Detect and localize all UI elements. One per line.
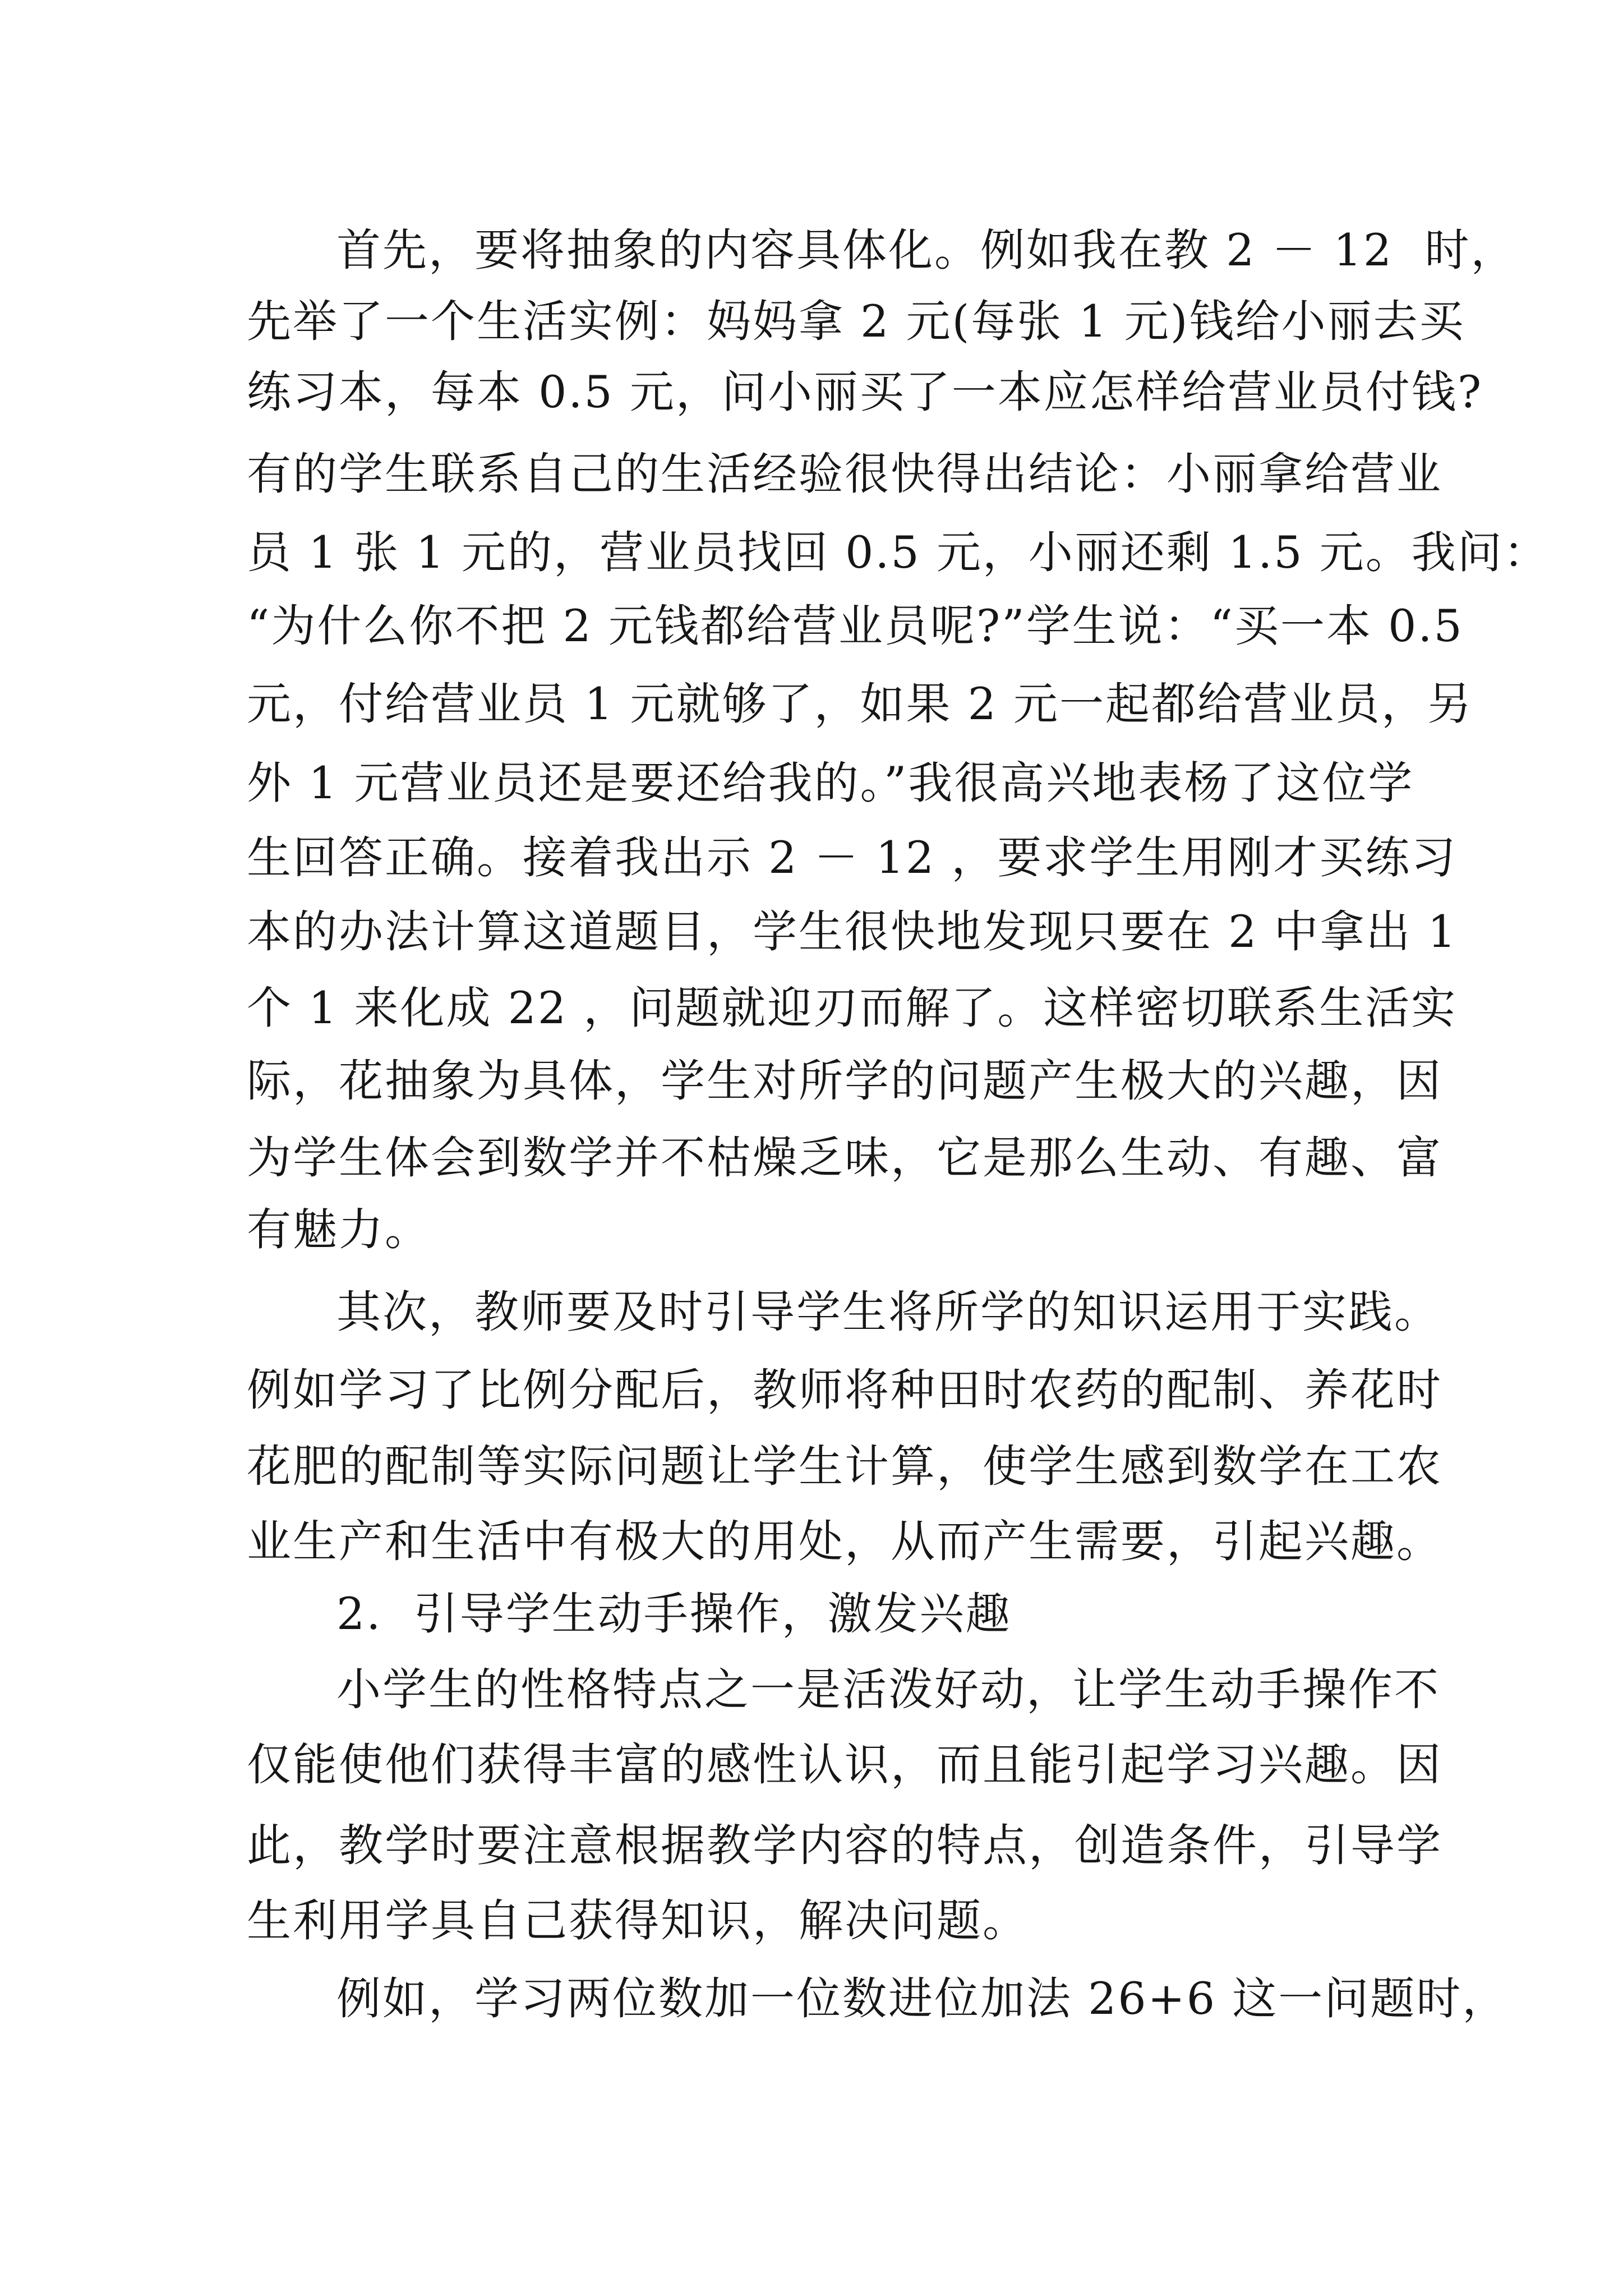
text-line: 为学生体会到数学并不枯燥乏味，它是那么生动、有趣、富 (247, 1132, 1442, 1184)
text-line: 元，付给营业员 1 元就够了，如果 2 元一起都给营业员，另 (247, 678, 1473, 730)
text-line: 小学生的性格特点之一是活泼好动，让学生动手操作不 (336, 1664, 1440, 1715)
text-line: 生利用学具自己获得知识，解决问题。 (247, 1895, 1029, 1947)
text-line: 仅能使他们获得丰富的感性认识，而且能引起学习兴趣。因 (247, 1739, 1442, 1791)
text-line: 员 1 张 1 元的，营业员找回 0.5 元，小丽还剩 1.5 元。我问： (247, 527, 1550, 578)
text-line: 有魅力。 (247, 1204, 431, 1255)
section-heading: 2. 引导学生动手操作，激发兴趣 (336, 1588, 1012, 1640)
text-line: 此，教学时要注意根据教学内容的特点，创造条件，引导学 (247, 1820, 1442, 1871)
text-line: 先举了一个生活实例：妈妈拿 2 元(每张 1 元)钱给小丽去买 (247, 296, 1465, 347)
text-line: 个 1 来化成 22 ，问题就迎刃而解了。这样密切联系生活实 (247, 982, 1458, 1034)
text-line: 花肥的配制等实际问题让学生计算，使学生感到数学在工农 (247, 1441, 1442, 1492)
text-line: 例如学习了比例分配后，教师将种田时农药的配制、养花时 (247, 1364, 1442, 1416)
text-line: 首先，要将抽象的内容具体化。例如我在教 2 － 12 时， (336, 224, 1517, 276)
text-line: 际，花抽象为具体，学生对所学的问题产生极大的兴趣，因 (247, 1055, 1442, 1107)
text-line: 有的学生联系自己的生活经验很快得出结论：小丽拿给营业 (247, 448, 1442, 500)
text-line: 外 1 元营业员还是要还给我的。”我很高兴地表杨了这位学 (247, 757, 1414, 809)
text-line: 本的办法计算这道题目，学生很快地发现只要在 2 中拿出 1 (247, 906, 1458, 958)
text-line: 生回答正确。接着我出示 2 － 12 ，要求学生用刚才买练习 (247, 832, 1458, 884)
text-line: 练习本，每本 0.5 元，问小丽买了一本应怎样给营业员付钱? (247, 366, 1483, 418)
text-line: 业生产和生活中有极大的用处，从而产生需要，引起兴趣。 (247, 1516, 1442, 1567)
text-line: 例如，学习两位数加一位数进位加法 26+6 这一问题时， (336, 1973, 1509, 2024)
text-line: “为什么你不把 2 元钱都给营业员呢?”学生说：“买一本 0.5 (247, 600, 1464, 652)
text-line: 其次，教师要及时引导学生将所学的知识运用于实践。 (336, 1286, 1440, 1338)
